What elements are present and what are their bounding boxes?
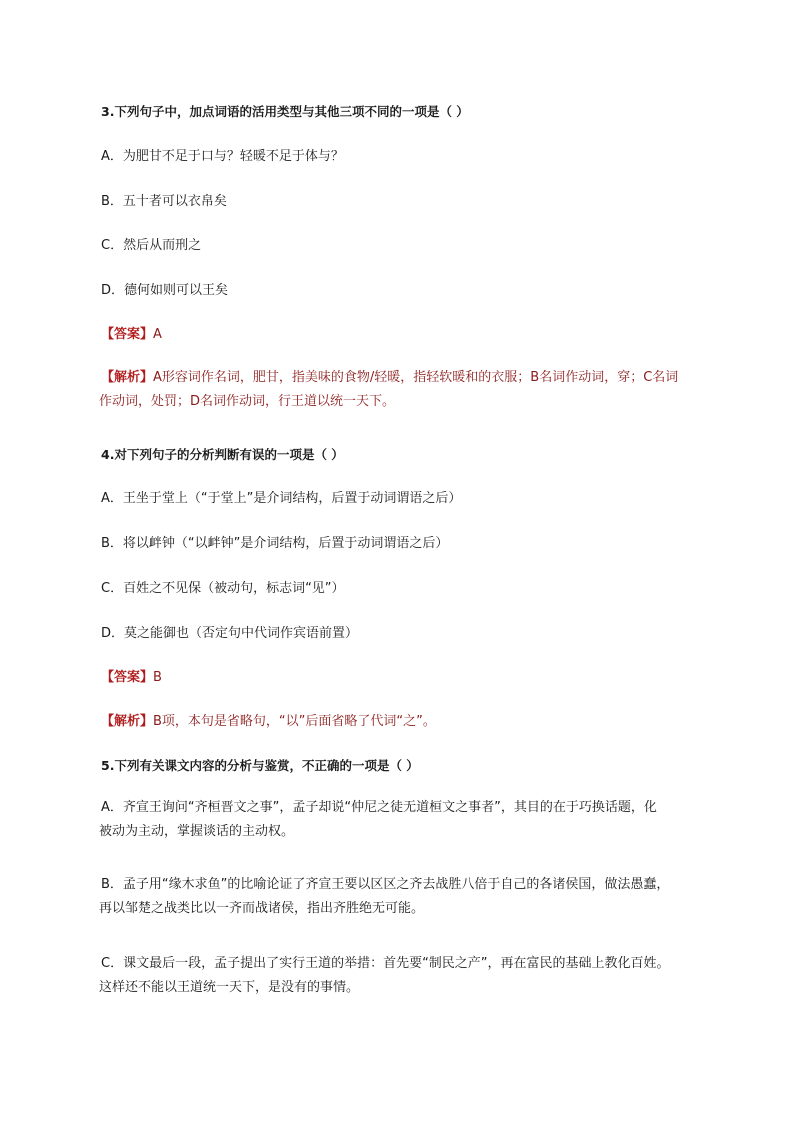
question-5-stem: 5.下列有关课文内容的分析与鉴赏，不正确的一项是（ ） [101, 758, 419, 773]
question-4-option-d: D．莫之能御也（否定句中代词作宾语前置） [101, 626, 359, 641]
answer-value: B [153, 670, 162, 685]
analysis-line-2: 作动词，处罚；D名词作动词，行王道以统一天下。 [99, 394, 396, 409]
option-a-line-1: A．齐宣王询问“齐桓晋文之事”，孟子却说“仲尼之徒无道桓文之事者”，其目的在于巧换话题，化 [101, 800, 657, 815]
question-5-option-b [101, 873, 721, 921]
question-3-option-a: A．为肥甘不足于口与？轻暖不足于体与？ [101, 149, 344, 164]
option-b-line-2: 再以邹楚之战类比以一齐而战诸侯，指出齐胜绝无可能。 [99, 901, 425, 916]
question-5-option-c [101, 952, 721, 1000]
option-c-line-1: C．课文最后一段，孟子提出了实行王道的举措：首先要“制民之产”，再在富民的基础上教化百姓。 [101, 956, 670, 971]
question-4-stem: 4.对下列句子的分析判断有误的一项是（ ） [101, 447, 344, 462]
analysis-tag: 【解析】 [101, 370, 154, 385]
question-4-analysis [101, 713, 436, 731]
analysis-tag: 【解析】 [101, 714, 154, 729]
analysis-line-1: A形容词作名词，肥甘，指美味的食物/轻暖，指轻软暖和的衣服；B名词作动词，穿；C名词 [153, 370, 679, 385]
answer-tag: 【答案】 [101, 670, 154, 685]
question-4-option-c: C．百姓之不见保（被动句，标志词“见”） [101, 581, 345, 596]
question-3-answer [101, 326, 162, 344]
answer-tag: 【答案】 [101, 327, 154, 342]
question-4-option-b: B．将以衅钟（“以衅钟”是介词结构，后置于动词谓语之后） [101, 536, 449, 551]
option-c-line-2: 这样还不能以王道统一天下，是没有的事情。 [99, 980, 360, 995]
question-3-option-d: D．德何如则可以王矣 [101, 283, 229, 298]
analysis-line-1: B项，本句是省略句，“以”后面省略了代词“之”。 [153, 714, 436, 729]
question-3-analysis [101, 366, 721, 414]
question-3-option-c: C．然后从而刑之 [101, 238, 202, 253]
question-3-option-b: B．五十者可以衣帛矣 [101, 194, 227, 209]
question-5-option-a [101, 796, 721, 844]
option-a-line-2: 被动为主动，掌握谈话的主动权。 [99, 824, 295, 839]
question-4-option-a: A．王坐于堂上（“于堂上”是介词结构，后置于动词谓语之后） [101, 491, 462, 506]
option-b-line-1: B．孟子用“缘木求鱼”的比喻论证了齐宣王要以区区之齐去战胜八倍于自己的各诸侯国，做法愚蠢， [101, 877, 670, 892]
question-4-answer [101, 669, 162, 687]
answer-value: A [153, 327, 162, 342]
question-3-stem: 3.下列句子中，加点词语的活用类型与其他三项不同的一项是（ ） [101, 104, 469, 119]
